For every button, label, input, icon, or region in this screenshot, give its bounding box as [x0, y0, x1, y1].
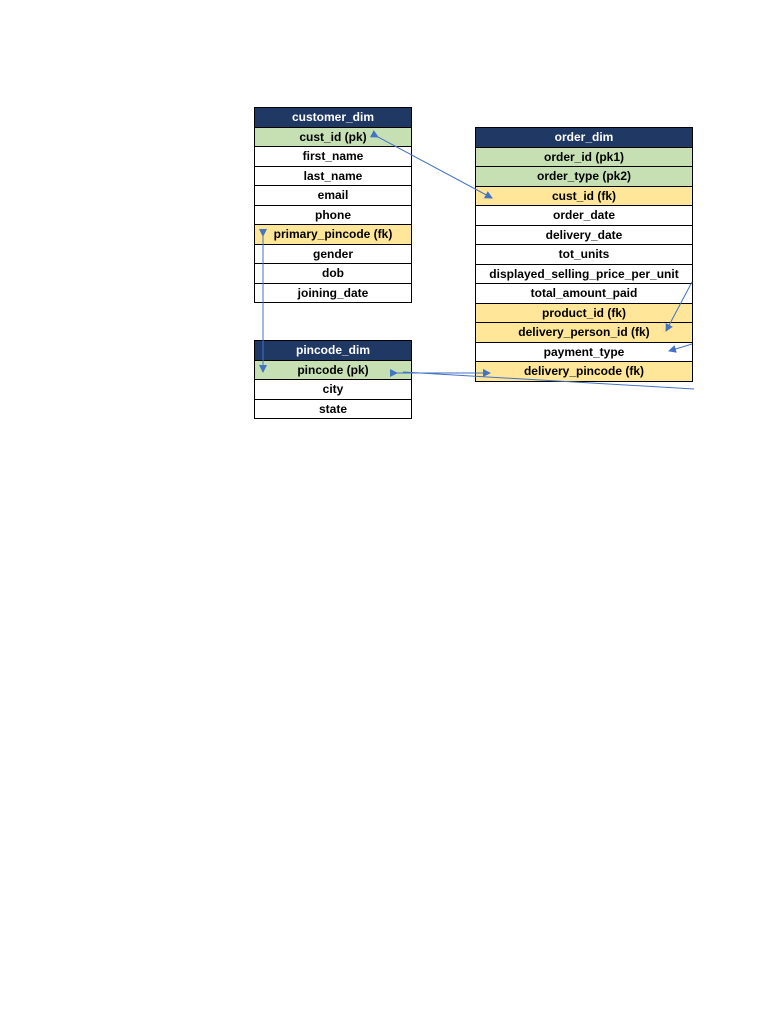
order-dim-column: order_id (pk1)	[476, 147, 693, 167]
customer-dim-column: first_name	[255, 147, 412, 167]
customer-dim-column: gender	[255, 244, 412, 264]
pincode-dim-column: pincode (pk)	[255, 360, 412, 380]
customer-dim-column: phone	[255, 205, 412, 225]
order-dim-column: delivery_person_id (fk)	[476, 323, 693, 343]
customer-dim-column: primary_pincode (fk)	[255, 225, 412, 245]
customer-dim-title: customer_dim	[255, 108, 412, 128]
customer-dim-column: email	[255, 186, 412, 206]
payment-type-connector	[669, 344, 692, 351]
customer-dim-column: last_name	[255, 166, 412, 186]
order-dim-column: product_id (fk)	[476, 303, 693, 323]
customer-dim-column: dob	[255, 264, 412, 284]
order-dim-column: cust_id (fk)	[476, 186, 693, 206]
offpage-pincode-connector	[403, 372, 694, 389]
order-dim-column: delivery_date	[476, 225, 693, 245]
pincode-dim-title: pincode_dim	[255, 341, 412, 361]
cust-id-connector	[378, 137, 492, 198]
order-dim-column: order_type (pk2)	[476, 167, 693, 187]
pincode-dim-column: city	[255, 380, 412, 400]
order-dim-column: displayed_selling_price_per_unit	[476, 264, 693, 284]
delivery-person-connector	[666, 282, 692, 331]
order-dim-column: tot_units	[476, 245, 693, 265]
pincode-dim-column: state	[255, 399, 412, 419]
order-dim-column: total_amount_paid	[476, 284, 693, 304]
order-dim-column: payment_type	[476, 342, 693, 362]
order-dim-column: delivery_pincode (fk)	[476, 362, 693, 382]
order-dim-column: order_date	[476, 206, 693, 226]
order-dim-title: order_dim	[476, 128, 693, 148]
customer-dim-column: joining_date	[255, 283, 412, 303]
customer-dim-column: cust_id (pk)	[255, 127, 412, 147]
